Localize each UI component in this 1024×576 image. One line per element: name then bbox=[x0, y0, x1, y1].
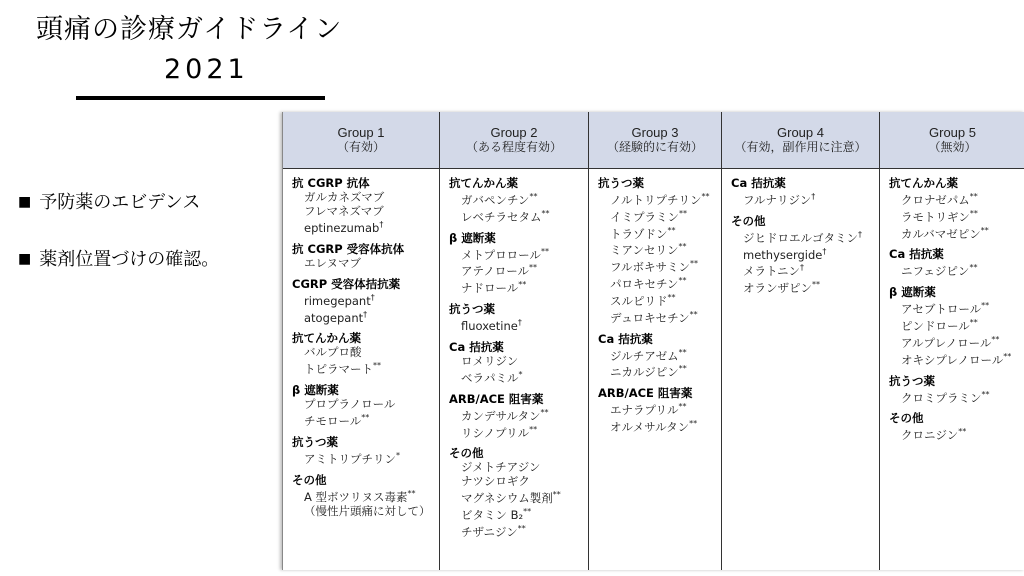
group-name: Group 2 bbox=[490, 125, 538, 140]
drug-item bbox=[889, 425, 1021, 442]
evidence-mark: † bbox=[517, 318, 522, 328]
group-header bbox=[283, 112, 439, 169]
bullet-item bbox=[18, 247, 219, 274]
evidence-mark: ** bbox=[991, 334, 1000, 344]
drug-item bbox=[449, 354, 584, 368]
drug-item bbox=[449, 522, 584, 539]
drug-category: 抗 CGRP 抗体 bbox=[292, 176, 370, 190]
drug-name: methysergide bbox=[743, 247, 823, 262]
group-subtitle: （有効，副作用に注意） bbox=[734, 140, 867, 154]
drug-name: レベチラセタム bbox=[461, 209, 542, 224]
drug-name: ロメリジン bbox=[461, 353, 519, 368]
drug-item bbox=[292, 308, 435, 325]
drug-item bbox=[449, 474, 584, 488]
evidence-mark: † bbox=[822, 246, 827, 256]
drug-name: ジルチアゼム bbox=[610, 348, 679, 363]
evidence-mark: ** bbox=[517, 524, 526, 534]
drug-name: fluoxetine bbox=[461, 318, 518, 333]
slide-title bbox=[36, 10, 366, 90]
drug-name: パロキセチン bbox=[610, 276, 679, 291]
drug-item bbox=[449, 423, 584, 440]
drug-item bbox=[292, 397, 435, 411]
drug-category: ARB/ACE 阻害薬 bbox=[598, 386, 693, 401]
drug-name: ベラパミル bbox=[461, 370, 519, 385]
drug-item bbox=[449, 460, 584, 474]
drug-item bbox=[889, 190, 1021, 207]
drug-item bbox=[731, 261, 875, 278]
evidence-mark: ** bbox=[528, 263, 537, 273]
drug-name: エレヌマブ bbox=[304, 255, 362, 270]
drug-name: カンデサルタン bbox=[461, 408, 541, 423]
drug-category: 抗てんかん薬 bbox=[889, 176, 958, 190]
drug-item bbox=[292, 256, 435, 270]
drug-name: トピラマート bbox=[304, 362, 373, 377]
evidence-mark: ** bbox=[678, 276, 687, 286]
evidence-mark: ** bbox=[523, 507, 532, 517]
slide-title-line2: 2021 bbox=[164, 54, 249, 85]
drug-item bbox=[731, 245, 875, 262]
group-body bbox=[283, 169, 439, 518]
evidence-mark: ** bbox=[678, 364, 687, 374]
drug-item bbox=[598, 308, 717, 325]
drug-category: 抗てんかん薬 bbox=[449, 176, 518, 190]
square-bullet-icon: ■ bbox=[18, 194, 32, 210]
drug-name: アテノロール bbox=[461, 264, 529, 279]
drug-name: atogepant bbox=[304, 310, 364, 325]
drug-item bbox=[598, 240, 717, 257]
drug-item bbox=[292, 190, 435, 204]
drug-item bbox=[598, 346, 717, 363]
group-subtitle: （有効） bbox=[336, 140, 385, 154]
drug-name: ナツシロギク bbox=[461, 474, 530, 489]
evidence-mark: † bbox=[370, 292, 375, 302]
evidence-mark: ** bbox=[667, 225, 676, 235]
drug-item bbox=[731, 278, 875, 295]
group-body bbox=[722, 169, 879, 295]
evidence-mark: † bbox=[363, 309, 368, 319]
drug-item bbox=[449, 190, 584, 207]
drug-name: リシノプリル bbox=[461, 425, 530, 440]
drug-item bbox=[449, 488, 584, 505]
drug-category: β 遮断薬 bbox=[449, 230, 496, 245]
evidence-mark: * bbox=[396, 451, 400, 461]
drug-category: Ca 拮抗薬 bbox=[598, 331, 653, 346]
drug-item bbox=[889, 299, 1021, 316]
drug-item bbox=[292, 359, 435, 376]
drug-name: ナドロール bbox=[461, 281, 519, 296]
evidence-mark: ** bbox=[667, 292, 676, 302]
evidence-mark: ** bbox=[361, 413, 370, 423]
drug-category: 抗うつ薬 bbox=[449, 302, 495, 317]
drug-item bbox=[292, 449, 435, 466]
evidence-mark: ** bbox=[540, 246, 549, 256]
group-column bbox=[880, 112, 1024, 570]
drug-category: その他 bbox=[889, 411, 924, 426]
drug-item bbox=[889, 388, 1021, 405]
evidence-mark: ** bbox=[969, 263, 978, 273]
drug-item bbox=[292, 504, 432, 518]
drug-name: オランザピン bbox=[743, 281, 812, 296]
bullet-text: 薬剤位置づけの確認。 bbox=[39, 249, 220, 270]
evidence-mark: ** bbox=[969, 192, 978, 201]
drug-item bbox=[598, 362, 717, 379]
drug-name: デュロキセチン bbox=[610, 310, 690, 325]
evidence-mark: ** bbox=[958, 427, 967, 437]
evidence-mark: ** bbox=[518, 280, 527, 290]
drug-item bbox=[598, 274, 717, 291]
drug-category: 抗 CGRP 受容体抗体 bbox=[292, 241, 405, 256]
drug-name: アミトリプチリン bbox=[304, 451, 396, 466]
drug-name: イミプラミン bbox=[610, 209, 679, 224]
drug-item bbox=[449, 368, 584, 385]
drug-name: アセブトロール bbox=[901, 302, 982, 317]
evidence-mark: ** bbox=[529, 424, 538, 434]
drug-name: チザニジン bbox=[461, 524, 518, 539]
drug-item bbox=[889, 333, 1021, 350]
group-subtitle: （ある程度有効） bbox=[465, 140, 562, 154]
drug-name: ガルカネズマブ bbox=[304, 190, 385, 204]
drug-item bbox=[598, 400, 717, 417]
evidence-mark: ** bbox=[552, 490, 561, 500]
evidence-mark: † bbox=[800, 263, 805, 273]
group-name: Group 3 bbox=[631, 125, 679, 140]
drug-name: （慢性片頭痛に対して） bbox=[304, 503, 431, 518]
evidence-mark: ** bbox=[980, 225, 989, 235]
drug-name: rimegepant bbox=[304, 293, 371, 308]
evidence-mark: ** bbox=[969, 208, 978, 218]
evidence-mark: ** bbox=[981, 301, 990, 311]
drug-name: ニカルジピン bbox=[610, 365, 679, 380]
evidence-mark: ** bbox=[689, 309, 698, 319]
drug-item bbox=[598, 257, 717, 274]
bullet-item bbox=[18, 190, 219, 217]
group-name: Group 1 bbox=[337, 125, 385, 140]
group-body bbox=[880, 169, 1024, 442]
drug-name: フルナリジン bbox=[743, 192, 812, 207]
drug-name: オルメサルタン bbox=[610, 419, 690, 434]
group-header bbox=[722, 112, 879, 169]
drug-name: カルバマゼピン bbox=[901, 226, 981, 241]
drug-item bbox=[598, 291, 717, 308]
title-underline bbox=[76, 96, 325, 100]
drug-name: クロナゼパム bbox=[901, 192, 970, 207]
drug-name: ピンドロール bbox=[901, 318, 970, 333]
evidence-mark: ** bbox=[689, 419, 698, 429]
evidence-mark: † bbox=[858, 229, 862, 239]
drug-item bbox=[889, 350, 1021, 367]
drug-name: スルピリド bbox=[610, 293, 668, 308]
evidence-mark: † bbox=[811, 192, 816, 201]
evidence-mark: ** bbox=[701, 192, 710, 201]
drug-item bbox=[731, 190, 875, 207]
evidence-mark: ** bbox=[678, 402, 687, 412]
drug-item bbox=[598, 417, 717, 434]
drug-item bbox=[292, 218, 435, 235]
drug-item bbox=[889, 224, 1021, 241]
drug-evidence-table bbox=[282, 112, 1024, 570]
group-column bbox=[283, 112, 440, 570]
evidence-mark: ** bbox=[812, 280, 820, 290]
drug-item bbox=[449, 316, 584, 333]
drug-item bbox=[292, 487, 435, 504]
drug-item bbox=[449, 406, 584, 423]
bullet-text: 予防薬のエビデンス bbox=[39, 192, 201, 213]
drug-name: フルボキサミン bbox=[610, 260, 691, 275]
drug-category: その他 bbox=[731, 213, 766, 228]
group-column bbox=[589, 112, 722, 570]
group-header bbox=[880, 112, 1024, 169]
evidence-mark: ** bbox=[529, 192, 538, 201]
group-column bbox=[440, 112, 589, 570]
evidence-mark: ** bbox=[678, 347, 687, 357]
drug-name: ビタミン B₂ bbox=[461, 508, 524, 523]
drug-name: ノルトリプチリン bbox=[610, 192, 702, 207]
drug-item bbox=[292, 411, 435, 428]
slide-title-line1: 頭痛の診療ガイドライン bbox=[36, 14, 343, 45]
drug-item bbox=[889, 316, 1021, 333]
group-subtitle: （無効） bbox=[928, 140, 977, 154]
drug-name: アルプレノロール bbox=[901, 335, 992, 350]
drug-item bbox=[598, 224, 717, 241]
drug-name: ガバペンチン bbox=[461, 192, 530, 207]
evidence-mark: ** bbox=[407, 488, 416, 498]
drug-name: eptinezumab bbox=[304, 220, 380, 235]
drug-category: ARB/ACE 阻害薬 bbox=[449, 391, 544, 406]
drug-name: トラゾドン bbox=[610, 226, 668, 241]
drug-name: クロニジン bbox=[901, 428, 959, 443]
drug-name: オキシプレノロール bbox=[901, 352, 1004, 367]
drug-name: チモロール bbox=[304, 414, 362, 429]
drug-item bbox=[449, 505, 584, 522]
drug-name: ジメトチアジン bbox=[461, 460, 541, 475]
group-body bbox=[589, 169, 721, 434]
drug-name: ミアンセリン bbox=[610, 243, 679, 258]
evidence-mark: ** bbox=[981, 389, 990, 399]
group-column bbox=[722, 112, 880, 570]
drug-name: フレマネズマブ bbox=[304, 204, 384, 218]
drug-item bbox=[889, 261, 1021, 278]
group-subtitle: （経験的に有効） bbox=[606, 140, 703, 154]
drug-name: ジヒドロエルゴタミン bbox=[743, 230, 858, 245]
drug-name: ラモトリギン bbox=[901, 209, 970, 224]
drug-item bbox=[449, 245, 584, 262]
evidence-mark: ** bbox=[541, 208, 550, 218]
drug-item bbox=[449, 261, 584, 278]
evidence-mark: ** bbox=[540, 407, 549, 417]
drug-category: β 遮断薬 bbox=[889, 285, 936, 300]
drug-item bbox=[598, 190, 717, 207]
evidence-mark: ** bbox=[1003, 351, 1012, 361]
drug-name: メトプロロール bbox=[461, 247, 541, 262]
group-header bbox=[589, 112, 721, 169]
drug-category: 抗うつ薬 bbox=[889, 373, 935, 388]
evidence-mark: † bbox=[379, 220, 384, 229]
drug-name: マグネシウム製剤 bbox=[461, 491, 553, 506]
drug-item bbox=[449, 207, 584, 224]
drug-name: エナラプリル bbox=[610, 403, 679, 418]
drug-category: 抗うつ薬 bbox=[292, 435, 338, 450]
drug-category: β 遮断薬 bbox=[292, 383, 339, 398]
drug-item bbox=[889, 207, 1021, 224]
group-name: Group 5 bbox=[929, 125, 976, 140]
drug-item bbox=[292, 345, 435, 359]
group-name: Group 4 bbox=[777, 125, 824, 140]
table-columns bbox=[283, 112, 1024, 570]
drug-name: メラトニン bbox=[743, 264, 801, 279]
drug-category: 抗てんかん薬 bbox=[292, 331, 361, 346]
drug-name: クロミプラミン bbox=[901, 390, 982, 405]
evidence-mark: ** bbox=[969, 318, 978, 328]
evidence-mark: ** bbox=[678, 242, 687, 252]
drug-item bbox=[598, 207, 717, 224]
drug-category: その他 bbox=[292, 472, 327, 487]
drug-item bbox=[449, 278, 584, 295]
drug-category: Ca 拮抗薬 bbox=[449, 339, 504, 354]
drug-name: A 型ボツリヌス毒素 bbox=[304, 489, 408, 504]
evidence-mark: * bbox=[518, 369, 523, 379]
drug-category: その他 bbox=[449, 446, 484, 461]
evidence-mark: ** bbox=[690, 259, 699, 269]
drug-item bbox=[292, 204, 435, 218]
drug-name: ニフェジピン bbox=[901, 264, 970, 279]
drug-item bbox=[731, 228, 875, 245]
drug-name: バルプロ酸 bbox=[304, 345, 362, 360]
square-bullet-icon: ■ bbox=[18, 251, 32, 267]
drug-category: CGRP 受容体拮抗薬 bbox=[292, 276, 401, 291]
group-header bbox=[440, 112, 588, 169]
bullet-list bbox=[18, 190, 219, 304]
drug-category: Ca 拮抗薬 bbox=[731, 176, 786, 190]
evidence-mark: ** bbox=[373, 361, 381, 371]
drug-name: プロプラノロール bbox=[304, 397, 396, 412]
group-body bbox=[440, 169, 588, 539]
drug-category: 抗うつ薬 bbox=[598, 176, 644, 190]
evidence-mark: ** bbox=[679, 208, 687, 218]
drug-item bbox=[292, 291, 435, 308]
drug-category: Ca 拮抗薬 bbox=[889, 247, 944, 262]
